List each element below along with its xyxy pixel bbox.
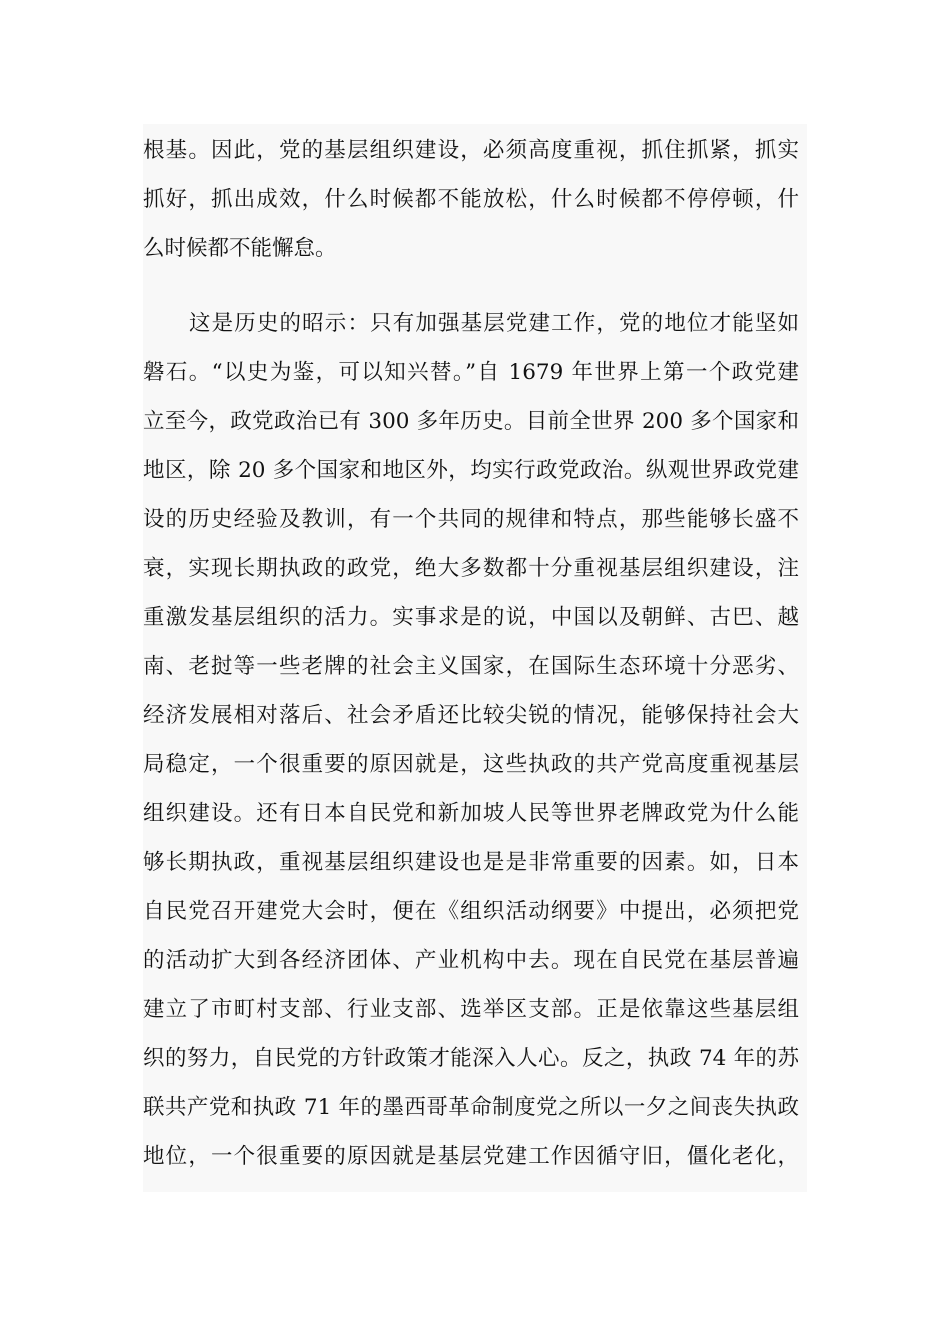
paragraph-line: 地区，除 20 多个国家和地区外，均实行政党政治。纵观世界政党建	[143, 458, 799, 483]
paragraph-line: 自民党召开建党大会时，便在《组织活动纲要》中提出，必须把党	[143, 899, 799, 924]
paragraph-line: 组织建设。还有日本自民党和新加坡人民等世界老牌政党为什么能	[143, 801, 799, 826]
paragraph-line: 局稳定，一个很重要的原因就是，这些执政的共产党高度重视基层	[143, 752, 799, 777]
paragraph-line: 够长期执政，重视基层组织建设也是是非常重要的因素。如，日本	[143, 850, 799, 875]
paragraph-line: 设的历史经验及教训，有一个共同的规律和特点，那些能够长盛不	[143, 507, 799, 532]
paragraph-line: 这是历史的昭示：只有加强基层党建工作，党的地位才能坚如	[189, 311, 799, 336]
paragraph-line: 的活动扩大到各经济团体、产业机构中去。现在自民党在基层普遍	[143, 948, 799, 973]
document-text-block	[143, 124, 807, 1192]
paragraph-line: 地位，一个很重要的原因就是基层党建工作因循守旧，僵化老化，	[143, 1144, 799, 1169]
paragraph-line: 抓好，抓出成效，什么时候都不能放松，什么时候都不停停顿，什	[143, 187, 799, 212]
paragraph-line: 立至今，政党政治已有 300 多年历史。目前全世界 200 多个国家和	[143, 409, 799, 434]
paragraph-line: 磐石。“以史为鉴，可以知兴替。”自 1679 年世界上第一个政党建	[143, 360, 799, 385]
paragraph-line: 建立了市町村支部、行业支部、选举区支部。正是依靠这些基层组	[143, 997, 799, 1022]
paragraph-line: 么时候都不能懈怠。	[143, 236, 337, 261]
paragraph-line: 织的努力，自民党的方针政策才能深入人心。反之，执政 74 年的苏	[143, 1046, 799, 1071]
paragraph-line: 联共产党和执政 71 年的墨西哥革命制度党之所以一夕之间丧失执政	[143, 1095, 799, 1120]
paragraph-line: 南、老挝等一些老牌的社会主义国家，在国际生态环境十分恶劣、	[143, 654, 799, 679]
paragraph-line: 根基。因此，党的基层组织建设，必须高度重视，抓住抓紧，抓实	[143, 138, 799, 163]
paragraph-line: 重激发基层组织的活力。实事求是的说，中国以及朝鲜、古巴、越	[143, 605, 799, 630]
paragraph-line: 经济发展相对落后、社会矛盾还比较尖锐的情况，能够保持社会大	[143, 703, 799, 728]
paragraph-line: 衰，实现长期执政的政党，绝大多数都十分重视基层组织建设，注	[143, 556, 799, 581]
